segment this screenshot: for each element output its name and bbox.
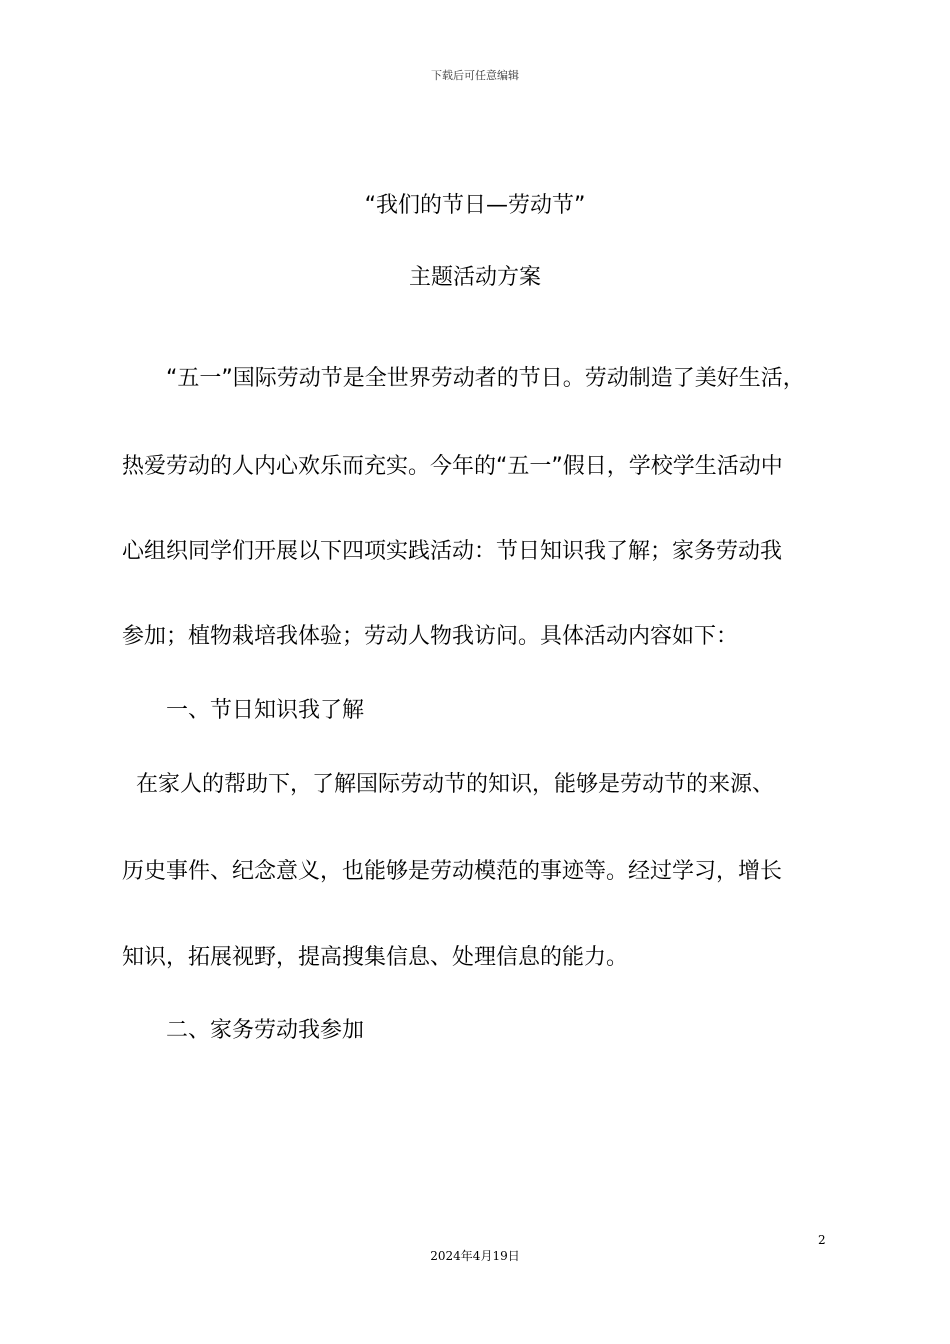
paragraph-section1-line-3: 知识，拓展视野，提高搜集信息、处理信息的能力。 [122, 945, 629, 970]
page-number: 2 [818, 1233, 826, 1247]
document-title: “我们的节日—劳动节” [364, 193, 586, 218]
footer-date: 2024年4月19日 [430, 1249, 520, 1263]
section-heading-2: 二、家务劳动我参加 [166, 1018, 365, 1043]
section-heading-1: 一、节日知识我了解 [166, 698, 365, 723]
paragraph-intro-line-4: 参加；植物栽培我体验；劳动人物我访问。具体活动内容如下： [122, 624, 739, 649]
paragraph-intro-line-1: “五一”国际劳动节是全世界劳动者的节日。劳动制造了美好生活， [166, 366, 805, 391]
paragraph-section1-line-1: 在家人的帮助下，了解国际劳动节的知识，能够是劳动节的来源、 [136, 772, 775, 797]
paragraph-section1-line-2: 历史事件、纪念意义，也能够是劳动模范的事迹等。经过学习，增长 [122, 859, 783, 884]
paragraph-intro-line-2: 热爱劳动的人内心欢乐而充实。今年的“五一”假日，学校学生活动中 [122, 454, 783, 479]
paragraph-intro-line-3: 心组织同学们开展以下四项实践活动：节日知识我了解；家务劳动我 [122, 539, 783, 564]
document-subtitle: 主题活动方案 [408, 265, 541, 290]
header-note: 下载后可任意编辑 [431, 69, 519, 82]
